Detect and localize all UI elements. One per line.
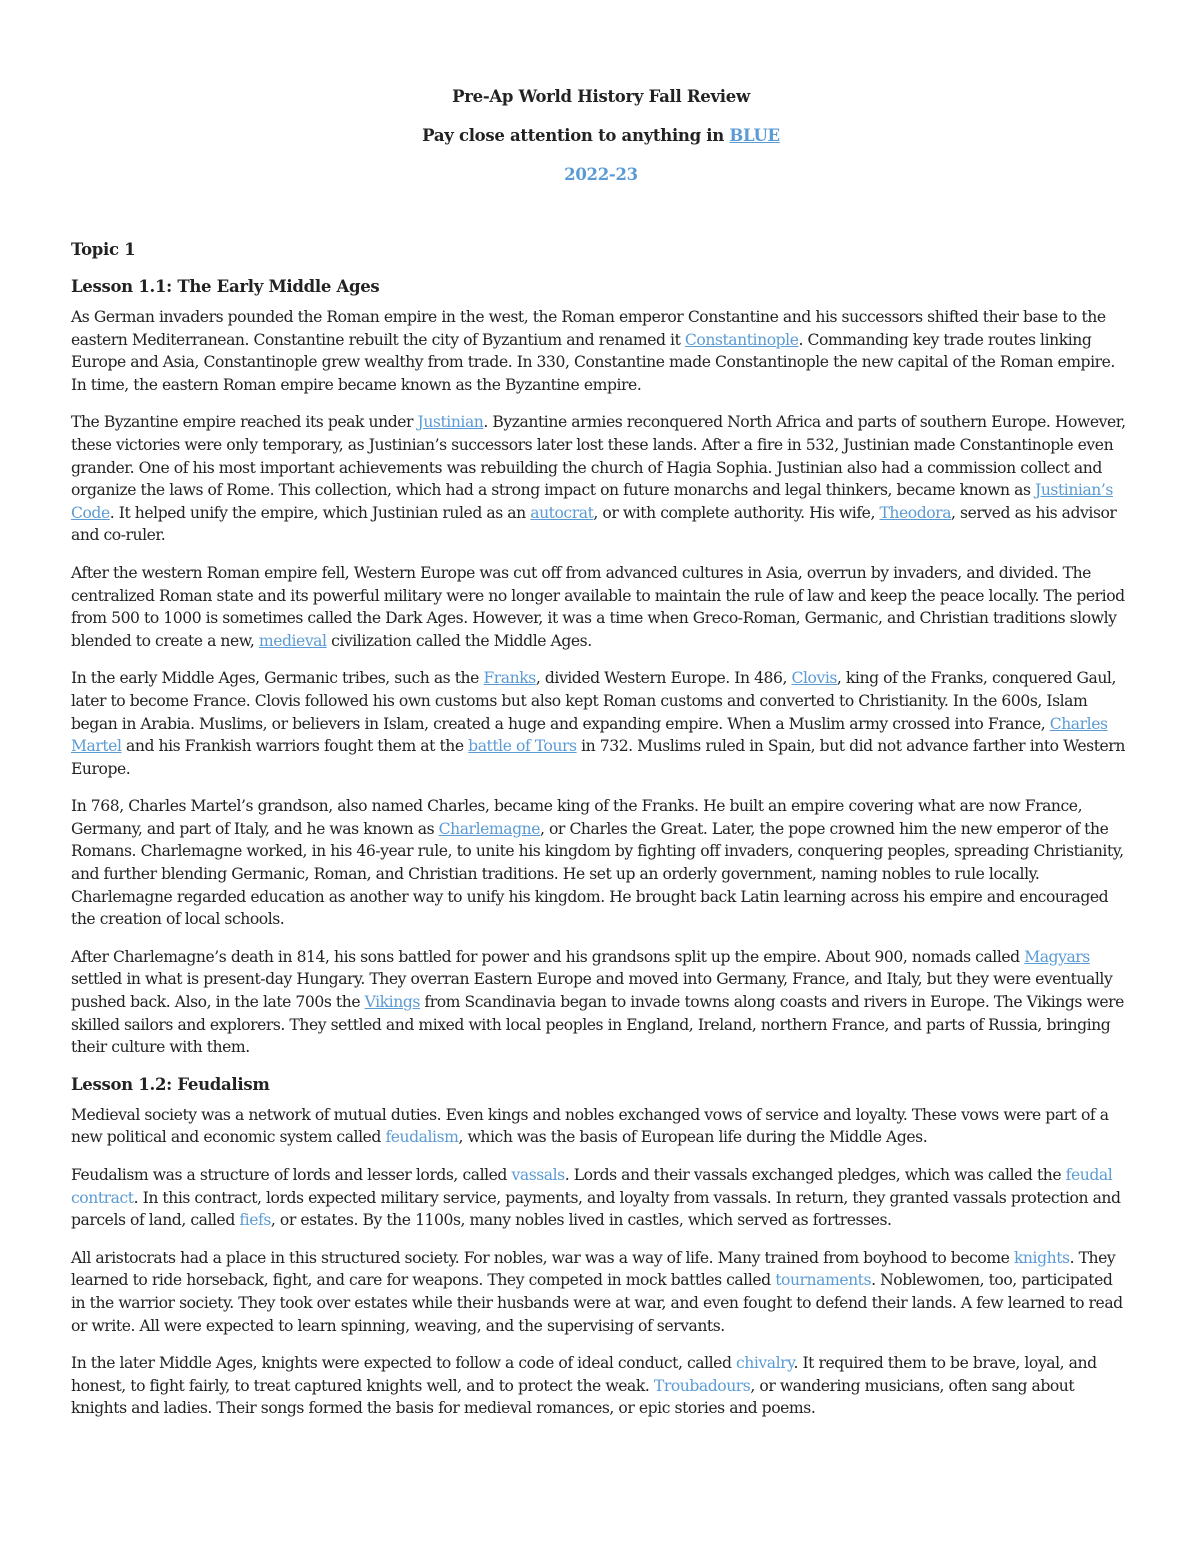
term-franks: Franks [483,669,536,688]
lesson-1-1-heading: Lesson 1.1: The Early Middle Ages [71,277,380,296]
term-vikings: Vikings [364,993,420,1012]
instruction-blue-word: BLUE [729,126,780,145]
paragraph-knights: All aristocrats had a place in this structured society. For nobles, war was a way of life. Many trained from boyhood to become knights. They learned to ride horseback, fight, and care for weapons. They competed in mock battles called tournaments. Noblewomen, too, participated in the warrior society. They took over estates while their husbands were at war, and even fought to defend their lands. A few learned to read or write. All were expected to learn spinning, weaving, and the supervising of servants. [71,1248,1123,1335]
term-knights: knights [1013,1248,1070,1267]
term-constantinople: Constantinople [684,330,799,349]
term-theodora: Theodora [879,503,952,522]
term-justinian: Justinian [417,413,484,432]
topic-heading: Topic 1 [71,240,136,259]
paragraph-invasions: After Charlemagne’s death in 814, his sons battled for power and his grandsons split up the empire. About 900, nomads called Magyars settled in what is present-day Hungary. They overran Eastern Europe and moved into Germany, France, and Italy, but they were eventually pushed back. Also, in the late 700s the Vikings from Scandinavia began to invade towns along coasts and rivers in Europe. The Vikings were skilled sailors and explorers. They settled and mixed with local peoples in England, Ireland, northern France, and parts of Russia, bringing their culture with them. [71,947,1124,1057]
instruction-text: Pay close attention to anything in [422,126,730,145]
school-year: 2022-23 [564,165,638,184]
paragraph-vassals: Feudalism was a structure of lords and lesser lords, called vassals. Lords and their vassals exchanged pledges, which was called the feudal contract. In this contract, lords expected military service, payments, and loyalty from vassals. In return, they granted vassals protection and parcels of land, called fiefs, or estates. By the 1100s, many nobles lived in castles, which served as fortresses. [71,1166,1121,1230]
term-chivalry: chivalry [735,1354,794,1373]
term-autocrat: autocrat [530,503,594,522]
paragraph-franks: In the early Middle Ages, Germanic tribes, such as the Franks, divided Western Europe. In 486, Clovis, king of the Franks, conquered Gaul, later to become France. Clovis followed his own customs but also kept Roman customs and converted to Christianity. In the 600s, Islam began in Arabia. Muslims, or believers in Islam, created a huge and expanding empire. When a Muslim army crossed into France, Charles Martel and his Frankish warriors fought them at the battle of Tours in 732. Muslims ruled in Spain, but did not advance farther into Western Europe. [71,669,1125,778]
paragraph-feudalism: Medieval society was a network of mutual duties. Even kings and nobles exchanged vows of service and loyalty. These vows were part of a new political and economic system called feudalism, which was the basis of European life during the Middle Ages. [71,1105,1109,1147]
term-fiefs: fiefs [239,1211,271,1230]
paragraph-justinian: The Byzantine empire reached its peak under Justinian. Byzantine armies reconquered North Africa and parts of southern Europe. However, these victories were only temporary, as Justinian’s successors later lost these lands. After a fire in 532, Justinian made Constantinople even grander. One of his most important achievements was rebuilding the church of Hagia Sophia. Justinian also had a commission collect and organize the laws of Rome. This collection, which had a strong impact on future monarchs and legal thinkers, became known as Justinian’s Code. It helped unify the empire, which Justinian ruled as an autocrat, or with complete authority. His wife, Theodora, served as his advisor and co-ruler. [71,413,1126,545]
term-tournaments: tournaments [775,1271,872,1290]
term-medieval: medieval [258,631,327,650]
term-clovis: Clovis [791,669,837,688]
paragraph-charlemagne: In 768, Charles Martel’s grandson, also named Charles, became king of the Franks. He built an empire covering what are now France, Germany, and part of Italy, and he was known as Charlemagne, or Charles the Great. Later, the pope crowned him the new emperor of the Romans. Charlemagne worked, in his 46-year rule, to unite his kingdom by fighting off invaders, conquering peoples, spreading Christianity, and further blending Germanic, Roman, and Christian traditions. He set up an orderly government, naming nobles to rule locally. Charlemagne regarded education as another way to unify his kingdom. He brought back Latin learning across his empire and encouraged the creation of local schools. [71,797,1124,929]
lesson-1-2-heading: Lesson 1.2: Feudalism [71,1074,270,1094]
paragraph-chivalry: In the later Middle Ages, knights were expected to follow a code of ideal conduct, called chivalry. It required them to be brave, loyal, and honest, to fight fairly, to treat captured knights well, and to protect the weak. Troubadours, or wandering musicians, often sang about knights and ladies. Their songs formed the basis for medieval romances, or epic stories and poems. [71,1354,1097,1418]
term-vassals: vassals [511,1166,565,1184]
document-title: Pre-Ap World History Fall Review [452,87,750,106]
paragraph-constantinople: As German invaders pounded the Roman empire in the west, the Roman emperor Constantine and his successors shifted their base to the eastern Mediterranean. Constantine rebuilt the city of Byzantium and renamed it Constantinople. Commanding key trade routes linking Europe and Asia, Constantinople grew wealthy from trade. In 330, Constantine made Constantinople the new capital of the Roman empire. In time, the eastern Roman empire became known as the Byzantine empire. [71,308,1115,394]
term-justinians-code: Justinian’s Code [71,481,1113,522]
term-battle-of-tours: battle of Tours [468,737,577,756]
document-header [71,86,1131,186]
instruction-line [71,125,1131,147]
document-page [71,86,1131,1435]
term-charlemagne: Charlemagne [438,819,540,838]
paragraph-dark-ages: After the western Roman empire fell, Western Europe was cut off from advanced cultures in Asia, overrun by invaders, and divided. The centralized Roman state and its powerful military were no longer available to maintain the rule of law and keep the peace locally. The period from 500 to 1000 is sometimes called the Dark Ages. However, it was a time when Greco-Roman, Germanic, and Christian traditions slowly blended to create a new, medieval civilization called the Middle Ages. [71,563,1125,650]
term-troubadours: Troubadours [653,1376,751,1395]
term-feudal-contract: feudal contract [71,1166,1113,1207]
term-magyars: Magyars [1024,947,1090,966]
term-charles-martel: Charles Martel [71,714,1108,756]
term-feudalism: feudalism [385,1128,459,1147]
